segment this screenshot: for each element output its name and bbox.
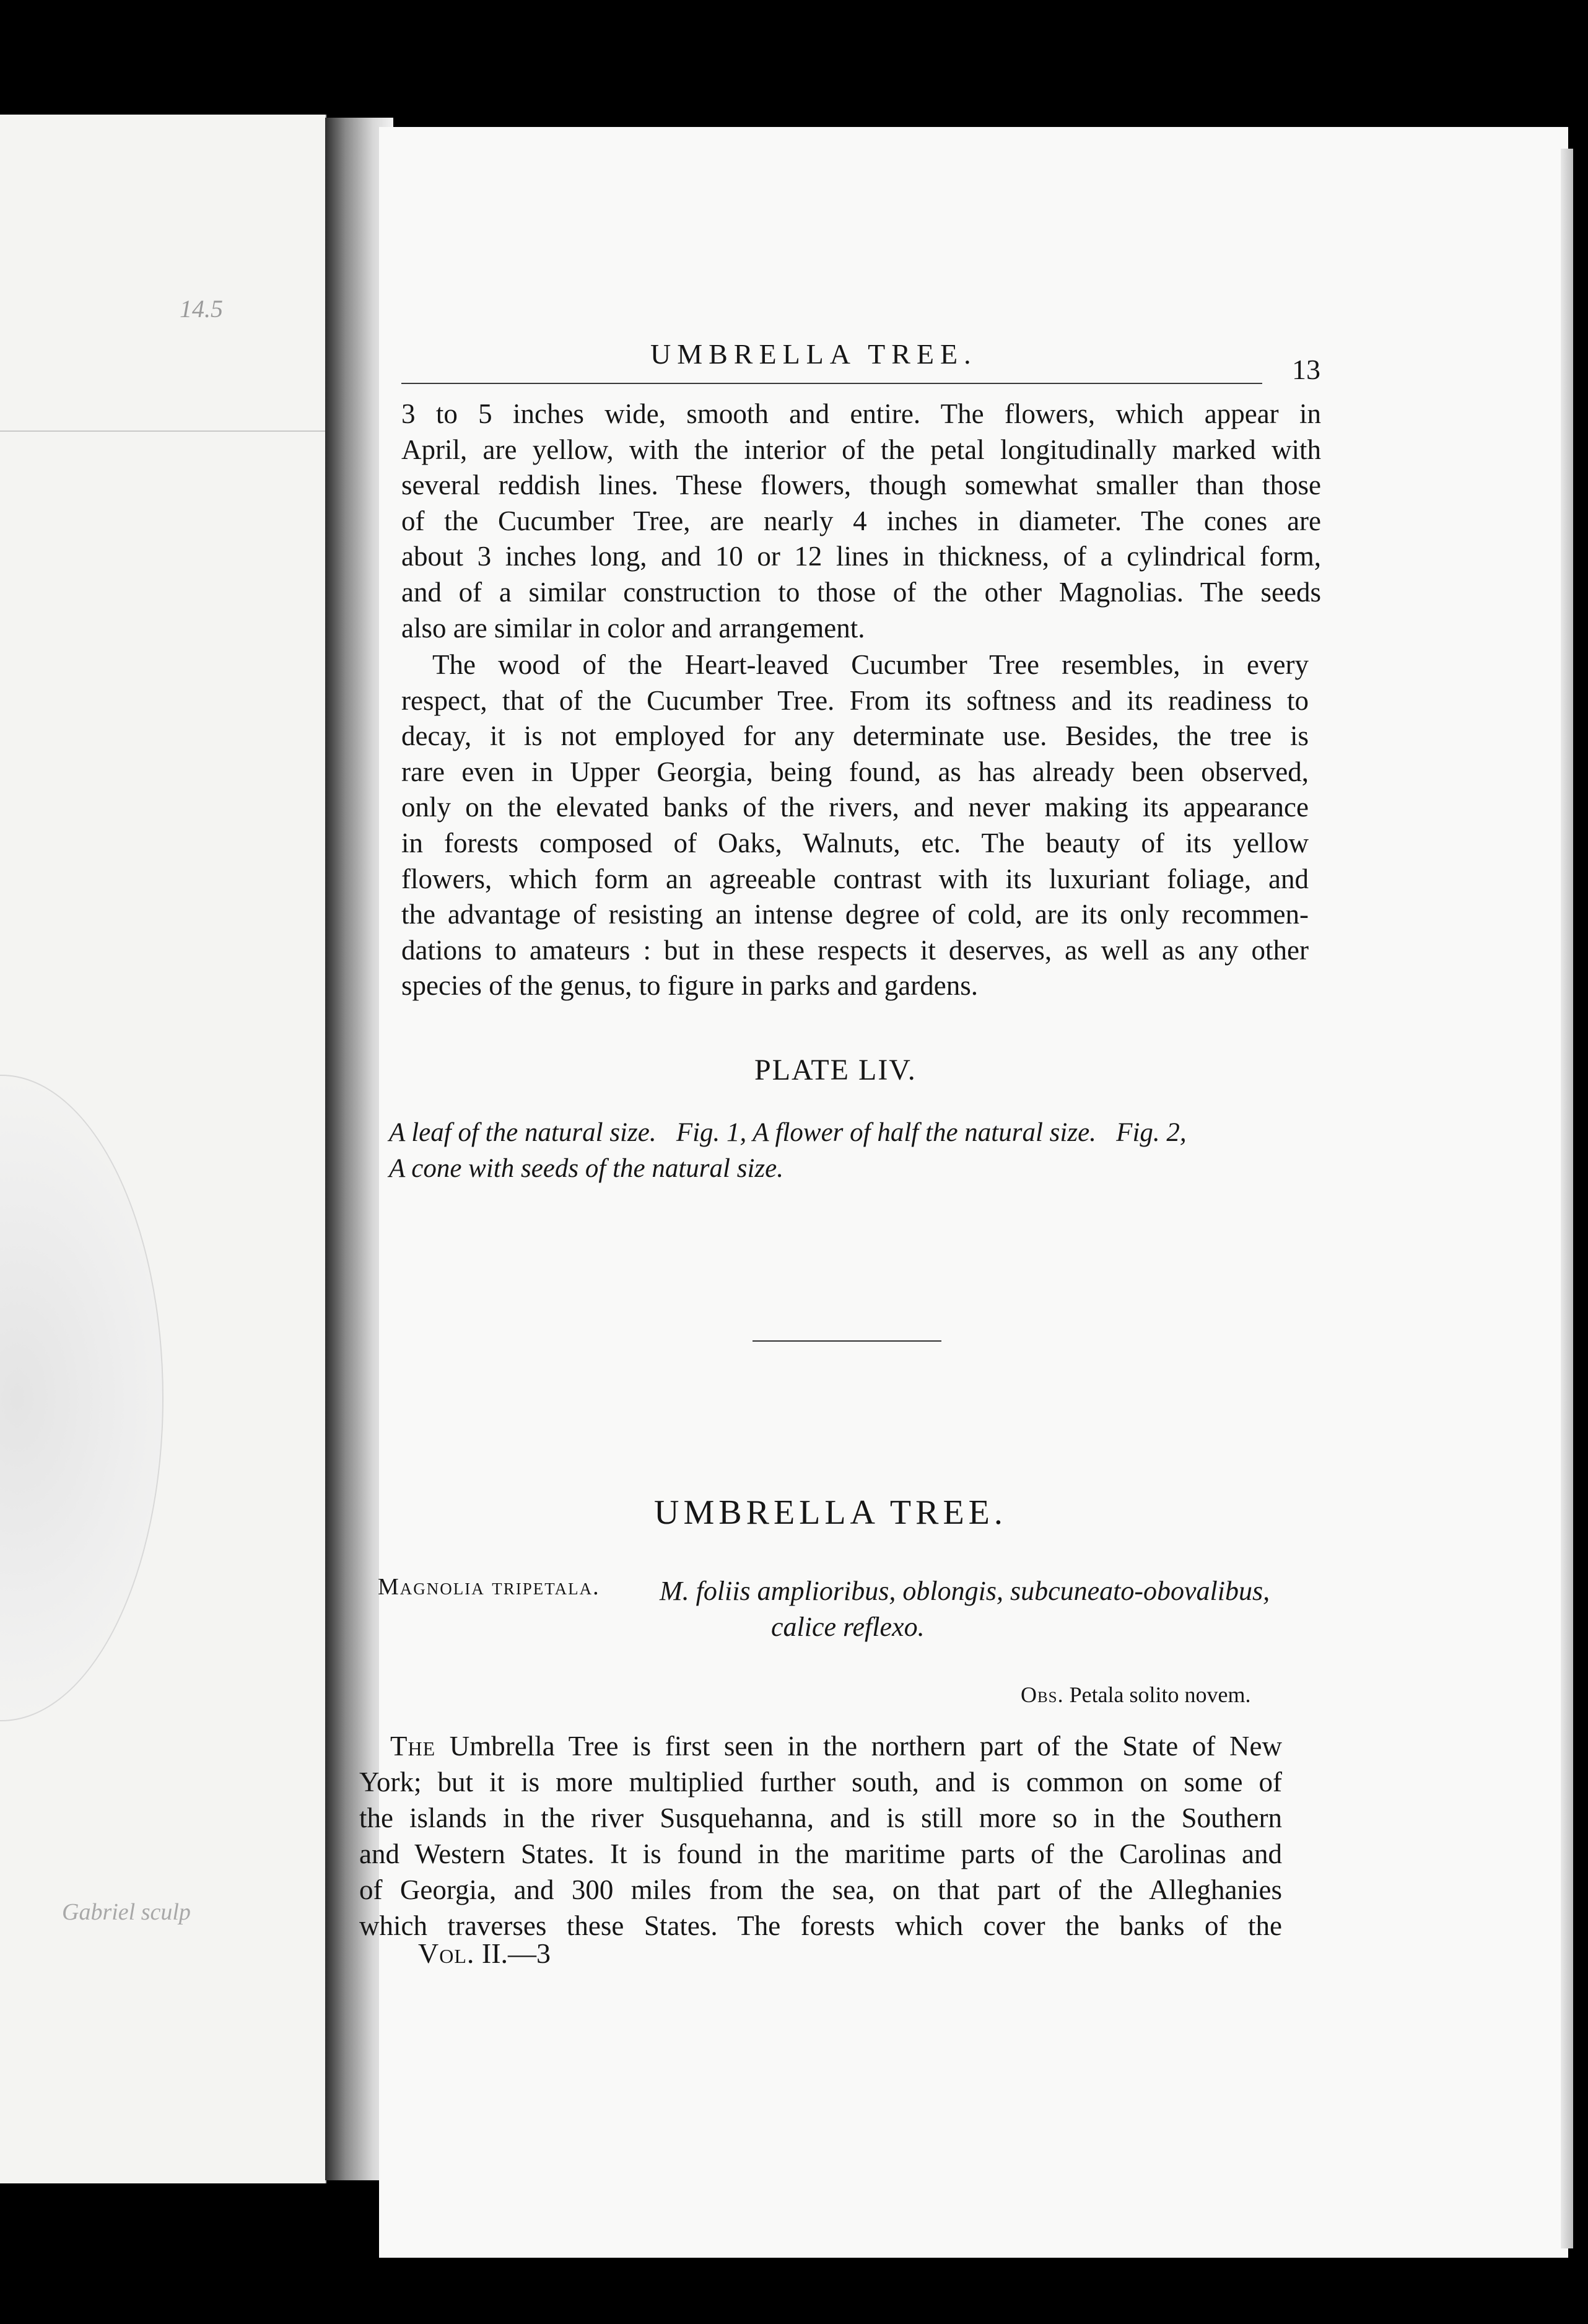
text-line: York; but it is more multiplied further south, and is common on some of [359,1767,1282,1798]
plate-border-line [0,430,325,432]
section-title: UMBRELLA TREE. [654,1493,1007,1532]
text-line: in forests composed of Oaks, Walnuts, etc. The beauty of its yellow [401,827,1309,858]
text-line: flowers, which form an agreeable contrast with its luxuriant foliage, and [401,863,1309,894]
text-line: 3 to 5 inches wide, smooth and entire. The flowers, which appear in [401,398,1321,429]
text-line: which traverses these States. The forests which cover the banks of the [359,1910,1282,1941]
text-line: only on the elevated banks of the rivers, and never making its appearance [401,792,1309,823]
engraver-credit: Gabriel sculp [62,1899,191,1925]
text-line: April, are yellow, with the interior of the petal longitudinally marked with [401,434,1321,465]
umbrella-tree-paragraph [359,1728,1282,1944]
text-line: of Georgia, and 300 miles from the sea, on that part of the Alleghanies [359,1874,1282,1905]
caption-fig1-label: Fig. 1, [676,1118,747,1147]
text-line: The wood of the Heart-leaved Cucumber Tree resembles, in every [432,649,1309,680]
text-line: decay, it is not employed for any determinate use. Besides, the tree is [401,720,1309,752]
text-line: about 3 inches long, and 10 or 12 lines in thickness, of a cylindrical form, [401,541,1321,572]
text-line: rare even in Upper Georgia, being found, as has already been observed, [401,756,1309,787]
section-divider [753,1340,941,1342]
diagnosis-line: calice reflexo. [771,1612,925,1642]
caption-leaf: A leaf of the natural size. [389,1118,657,1147]
text-line: and of a similar construction to those of the other Magnolias. The seeds [401,576,1321,608]
page-edge [1561,149,1573,2248]
caption-line [389,1115,1306,1151]
text-line: species of the genus, to figure in parks and gardens. [401,970,978,1002]
latin-diagnosis [660,1573,1304,1645]
lead-word: The [390,1731,436,1762]
text-line [359,1728,1282,1764]
caption-flower: A flower of half the natural size. [753,1118,1096,1147]
text-line: several reddish lines. These flowers, though somewhat smaller than those [401,470,1321,501]
facing-plate-page [0,115,326,2183]
plate-heading: PLATE LIV. [754,1054,917,1086]
header-rule [401,383,1262,384]
caption-fig2-label: Fig. 2, [1116,1118,1187,1147]
diagnosis-line: M. foliis amplioribus, oblongis, subcuneato-obovalibus, [660,1576,1270,1606]
plate-number-mark: 14.5 [180,295,223,323]
plate-caption [389,1115,1306,1187]
caption-cone: A cone with seeds of the natural size. [389,1154,783,1183]
text-line: and Western States. It is found in the maritime parts of the Carolinas and [359,1838,1282,1869]
text-line: of the Cucumber Tree, are nearly 4 inches in diameter. The cones are [401,505,1321,536]
species-name: Magnolia tripetala. [378,1574,600,1600]
running-head: UMBRELLA TREE. [650,338,977,370]
wood-paragraph [401,647,1309,1004]
obs-text: Petala solito novem. [1069,1682,1251,1707]
obs-label: Obs. [1021,1682,1064,1707]
volume-label: Vol. [418,1937,475,1969]
continuation-paragraph [401,396,1321,646]
observation-note [1021,1682,1251,1708]
text-line: the advantage of resisting an intense degree of cold, are its only recommen- [401,899,1309,930]
text-line: dations to amateurs : but in these respects it deserves, as well as any other [401,934,1309,966]
page-number: 13 [1292,354,1320,385]
volume-signature [418,1937,551,1970]
leaf-illustration-bleedthrough [0,1075,164,1721]
text-line: the islands in the river Susquehanna, and is still more so in the Southern [359,1802,1282,1833]
text-line: also are similar in color and arrangement. [401,612,865,644]
first-line-rest: Umbrella Tree is first seen in the northern part of the State of New [435,1731,1282,1762]
text-line: respect, that of the Cucumber Tree. From its softness and its readiness to [401,684,1309,716]
volume-number: II.—3 [474,1937,551,1969]
